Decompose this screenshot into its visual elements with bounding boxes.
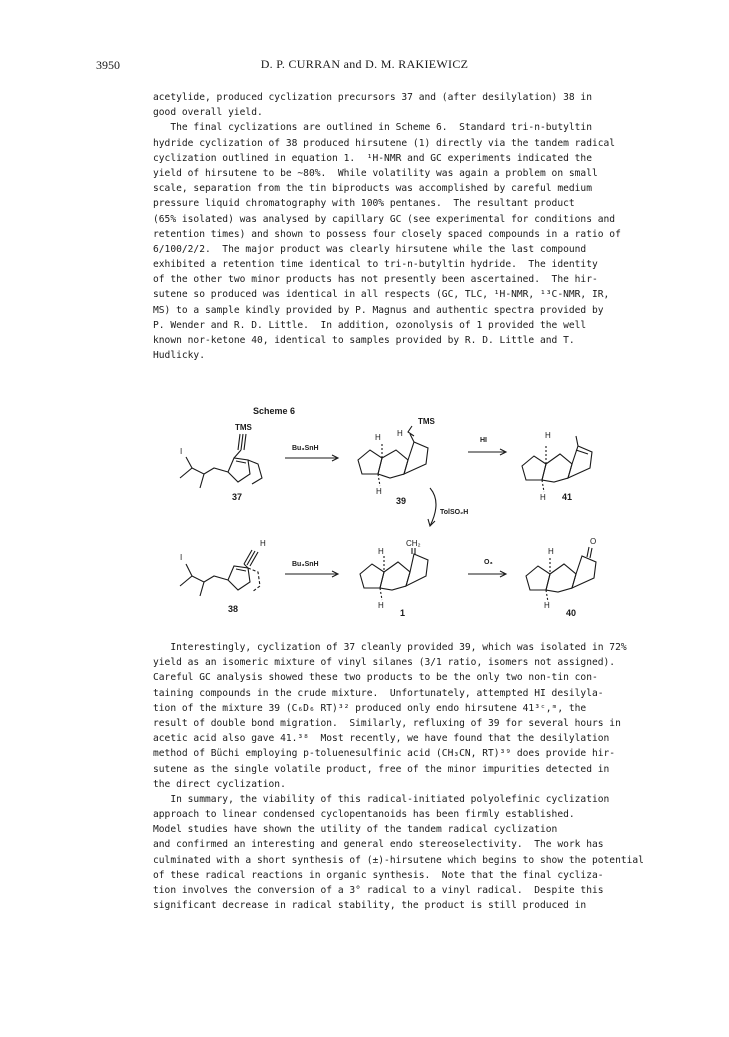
text-line: result of double bond migration. Similarly, refluxing of 39 for several hours in xyxy=(153,717,621,729)
running-title: D. P. CURRAN and D. M. RAKIEWICZ xyxy=(260,57,469,71)
text-line: pressure liquid chromatography with 100% pentanes. The resultant product xyxy=(153,198,575,210)
text-line: In summary, the viability of this radical-initiated polyolefinic cyclization xyxy=(153,793,610,805)
compound-39-structure xyxy=(358,417,436,506)
text-line: MS) to a sample kindly provided by P. Magnus and authentic spectra provided by xyxy=(153,304,604,316)
text-line: significant decrease in radical stability, the product is still produced in xyxy=(153,900,587,912)
text-line: of these radical reactions in organic synthesis. Note that the final cycliza- xyxy=(153,869,604,881)
scheme-title: Scheme 6 xyxy=(253,406,296,416)
compound-label-1: 1 xyxy=(400,608,406,618)
h-label-39a: H xyxy=(375,433,381,442)
text-line: acetic acid also gave 41.³⁸ Most recently, we have found that the desilylation xyxy=(153,733,610,745)
text-line: and confirmed an interesting and general endo stereoselectivity. The work has xyxy=(153,839,604,851)
text-line: yield of hirsutene to be ~80%. While volatility was again a problem on small xyxy=(153,167,598,179)
compound-40-structure xyxy=(526,537,596,618)
text-line: the direct cyclization. xyxy=(153,778,286,790)
scheme-6 xyxy=(150,402,620,627)
text-line: cyclization outlined in equation 1. ¹H-NMR and GC experiments indicated the xyxy=(153,152,592,164)
text-line: tion of the mixture 39 (C₆D₆ RT)³² produced only endo hirsutene 41³ᶜ,ᵐ, the xyxy=(153,702,587,714)
text-line: hydride cyclization of 38 produced hirsutene (1) directly via the tandem radical xyxy=(153,137,616,149)
text-line: method of Büchi employing p-toluenesulfinic acid (CH₃CN, RT)³⁹ does provide hir- xyxy=(153,748,616,760)
h-label-40a: H xyxy=(548,547,554,556)
tms-label-39: TMS xyxy=(418,417,435,426)
reagent-o3: O₃ xyxy=(484,559,493,566)
h-label-39b: H xyxy=(397,429,403,438)
h-label-41b: H xyxy=(540,493,546,502)
text-line: tion involves the conversion of a 3° radical to a vinyl radical. Despite this xyxy=(153,885,604,896)
compound-41-structure xyxy=(522,431,592,502)
compound-label-38: 38 xyxy=(228,604,239,614)
compound-label-37: 37 xyxy=(232,492,243,502)
text-line: Model studies have shown the utility of the tandem radical cyclization xyxy=(153,824,558,836)
compound-38-structure xyxy=(180,539,266,614)
compound-label-41: 41 xyxy=(562,492,573,502)
text-line: retention times) and shown to possess four closely spaced compounds in a ratio of xyxy=(153,228,621,240)
text-line: (65% isolated) was analysed by capillary GC (see experimental for conditions and xyxy=(153,213,616,225)
text-line: approach to linear condensed cyclopentanoids has been firmly established. xyxy=(153,809,575,821)
text-line: Careful GC analysis showed these two products to be the only two non-tin con- xyxy=(153,672,598,684)
iodine-label: I xyxy=(180,447,183,456)
text-line: known nor-ketone 40, identical to samples provided by R. D. Little and T. xyxy=(153,335,575,346)
h-label-39c: H xyxy=(376,487,382,496)
paragraph-block-bottom xyxy=(153,640,653,913)
text-line: yield as an isomeric mixture of vinyl silanes (3/1 ratio, isomers not assigned). xyxy=(153,657,616,669)
page-number: 3950 xyxy=(96,58,120,72)
scheme-6-drawing xyxy=(150,402,620,627)
text-line: The final cyclizations are outlined in Scheme 6. Standard tri-n-butyltin xyxy=(153,122,592,134)
text-line: culminated with a short synthesis of (±)-hirsutene which begins to show the potential xyxy=(153,854,644,866)
oxygen-label: O xyxy=(590,537,597,546)
text-line: of the other two minor products has not presently been ascertained. The hir- xyxy=(153,274,598,286)
text-line: Interestingly, cyclization of 37 cleanly provided 39, which was isolated in 72% xyxy=(153,642,627,653)
compound-1-structure xyxy=(360,539,428,618)
text-line: P. Wender and R. D. Little. In addition, ozonolysis of 1 provided the well xyxy=(153,319,587,331)
text-line: acetylide, produced cyclization precursors 37 and (after desilylation) 38 in xyxy=(153,92,592,103)
text-line: sutene as the single volatile product, free of the minor impurities detected in xyxy=(153,763,610,775)
text-line: good overall yield. xyxy=(153,107,263,119)
h-label-41a: H xyxy=(545,431,551,440)
h-label-1b: H xyxy=(378,601,384,610)
reagent-bu3snh-top: Bu₃SnH xyxy=(292,445,319,452)
h-label-38: H xyxy=(260,539,266,548)
tms-label: TMS xyxy=(235,423,252,432)
reagent-tolso2h: TolSO₂H xyxy=(440,509,469,516)
reagent-hi: HI xyxy=(480,437,487,444)
compound-37-structure xyxy=(180,423,262,502)
ch2-label: CH₂ xyxy=(406,539,421,548)
text-line: 6/100/2/2. The major product was clearly hirsutene while the last compound xyxy=(153,243,587,255)
text-line: sutene so produced was identical in all respects (GC, TLC, ¹H-NMR, ¹³C-NMR, IR, xyxy=(153,289,610,301)
iodine-label-38: I xyxy=(180,553,183,562)
text-line: scale, separation from the tin biproducts was accomplished by careful medium xyxy=(153,183,592,195)
compound-label-39: 39 xyxy=(396,496,407,506)
text-line: Hudlicky. xyxy=(153,350,205,362)
paragraph-block-top xyxy=(153,90,653,363)
text-line: taining compounds in the crude mixture. Unfortunately, attempted HI desilyla- xyxy=(153,687,604,699)
reagent-bu3snh-bottom: Bu₃SnH xyxy=(292,561,319,568)
compound-label-40: 40 xyxy=(566,608,577,618)
arrow-tolso2h xyxy=(430,488,436,526)
text-line: exhibited a retention time identical to tri-n-butyltin hydride. The identity xyxy=(153,259,598,271)
h-label-40b: H xyxy=(544,601,550,610)
h-label-1a: H xyxy=(378,547,384,556)
